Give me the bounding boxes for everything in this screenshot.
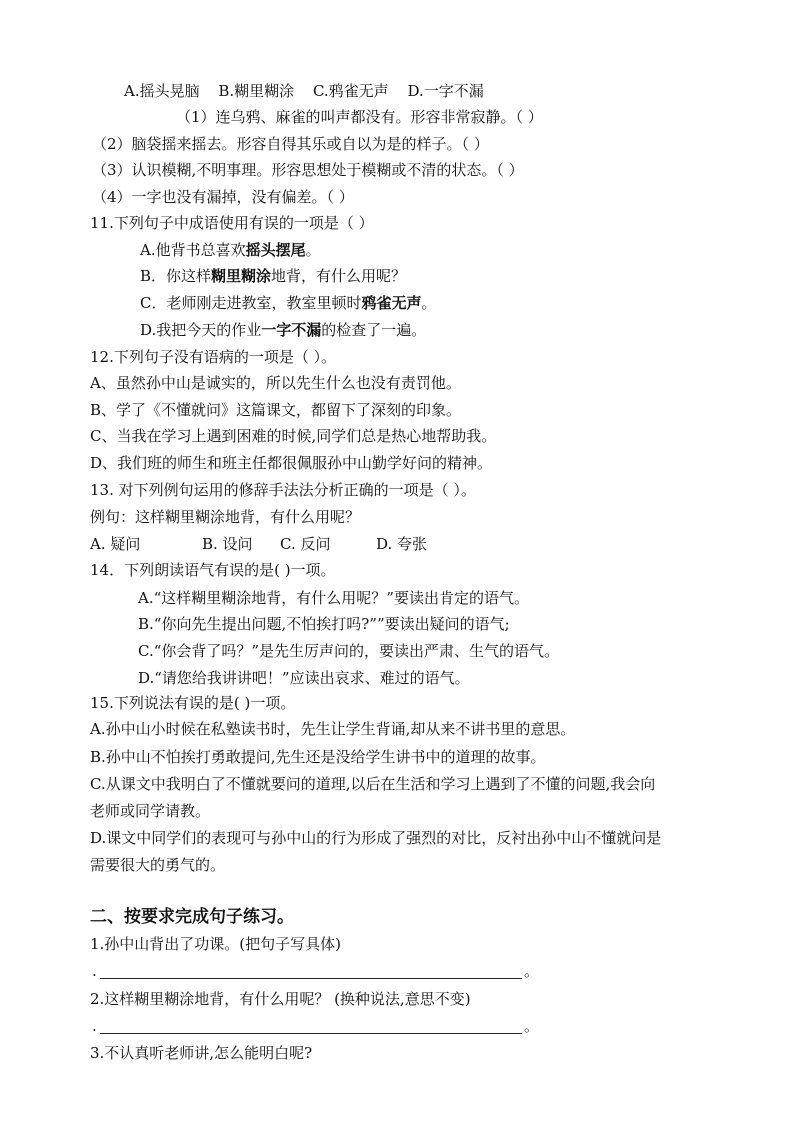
q14-stem: 14．下列朗读语气有误的是( )一项。 [90,561,336,579]
q10-item-1: （1）连乌鸦、麻雀的叫声都没有。形容非常寂静。（ ） [176,108,543,126]
q14-option-a: A.“这样糊里糊涂地背，有什么用呢？”要读出肯定的语气。 [138,589,529,607]
q12-option-c: C、当我在学习上遇到困难的时候,同学们总是热心地帮助我。 [90,427,497,445]
q14-option-c: C.“你会背了吗？”是先生厉声问的，要读出严肃、生气的语气。 [138,642,560,660]
q10-item-2: （2）脑袋摇来摇去。形容自得其乐或自以为是的样子。（ ） [92,135,489,153]
q12-option-b: B、学了《不懂就问》这篇课文，都留下了深刻的印象。 [90,401,462,419]
q10-options [124,80,498,102]
q15-option-d-line1: D.课文中同学们的表现可与孙中山的行为形成了强烈的对比，反衬出孙中山不懂就问是 [90,829,662,847]
q14-option-d: D.“请您给我讲讲吧！”应读出哀求、难过的语气。 [138,669,470,687]
q13-option-d: D. 夸张 [376,535,428,553]
q11-d-idiom: 一字不漏 [261,321,322,339]
q15-stem: 15.下列说法有误的是( )一项。 [90,694,296,712]
q13-option-b: B. 设问 [202,535,253,553]
answer-1-line[interactable] [100,978,522,979]
section-2-q3: 3.不认真听老师讲,怎么能明白呢? [90,1044,313,1062]
q11-a-post: 。 [305,241,321,259]
q13-stem: 13. 对下列例句运用的修辞手法法分析正确的一项是（ ）。 [90,481,476,499]
q13-option-a: A. 疑问 [90,535,141,553]
q11-a-pre: A.他背书总喜欢 [140,241,246,259]
q11-b-pre: B．你这样 [140,267,212,285]
q11-option-d [140,319,426,341]
section-2-q2: 2.这样糊里糊涂地背，有什么用呢？ (换种说法,意思不变) [90,990,471,1008]
q10-item-4: （4）一字也没有漏掉，没有偏差。（ ） [92,188,354,206]
q15-option-c-line2: 老师或同学请教。 [90,802,211,820]
answer-2-line[interactable] [100,1033,522,1034]
q15-option-c-line1: C.从课文中我明白了不懂就要问的道理,以后在生活和学习上遇到了不懂的问题,我会向 [90,775,656,793]
answer-2-period: 。 [524,1017,540,1035]
q15-option-a: A.孙中山小时候在私塾读书时，先生让学生背诵,却从来不讲书里的意思。 [90,720,576,738]
q11-a-idiom: 摇头摆尾 [245,241,306,259]
q10-option-b: B.糊里糊涂 [218,82,295,100]
q10-option-d: D.一字不漏 [407,82,484,100]
q10-option-a: A.摇头晃脑 [124,82,200,100]
q13-option-c: C. 反问 [280,535,331,553]
section-2-title: 二、按要求完成句子练习。 [90,907,294,927]
answer-1-period: 。 [524,962,540,980]
q13-example: 例句：这样糊里糊涂地背，有什么用呢？ [90,508,361,526]
q10-option-c: C.鸦雀无声 [312,82,389,100]
q15-option-d-line2: 需要很大的勇气的。 [90,856,226,874]
q12-stem: 12.下列句子没有语病的一项是（ ）。 [90,348,337,366]
q11-c-post: 。 [421,294,437,312]
q10-item-3: （3）认识模糊,不明事理。形容思想处于模糊或不清的状态。（ ） [92,161,524,179]
section-2-q1: 1.孙中山背出了功课。(把句子写具体) [90,935,342,953]
q11-c-pre: C．老师刚走进教室，教室里顿时 [140,294,362,312]
q11-b-idiom: 糊里糊涂 [211,267,272,285]
q12-option-a: A、虽然孙中山是诚实的，所以先生什么也没有责罚他。 [90,374,461,392]
q15-option-b: B.孙中山不怕挨打勇敢提问,先生还是没给学生讲书中的道理的故事。 [90,748,546,766]
q11-option-a [140,239,321,261]
q12-option-d: D、我们班的师生和班主任都很佩服孙中山勤学好问的精神。 [90,454,493,472]
q11-option-c [140,292,437,314]
q11-option-b [140,265,406,287]
answer-2-dot: . [92,1017,97,1035]
q13-options [90,533,427,555]
q11-b-post: 地背，有什么用呢？ [271,267,407,285]
q11-d-post: 的检查了一遍。 [321,321,427,339]
q11-stem: 11.下列句子中成语使用有误的一项是（ ） [90,214,374,232]
q11-c-idiom: 鸦雀无声 [361,294,422,312]
answer-1-dot: . [92,962,97,980]
q14-option-b: B.“你向先生提出问题,不怕挨打吗?””要读出疑问的语气; [138,615,510,633]
q11-d-pre: D.我把今天的作业 [140,321,262,339]
